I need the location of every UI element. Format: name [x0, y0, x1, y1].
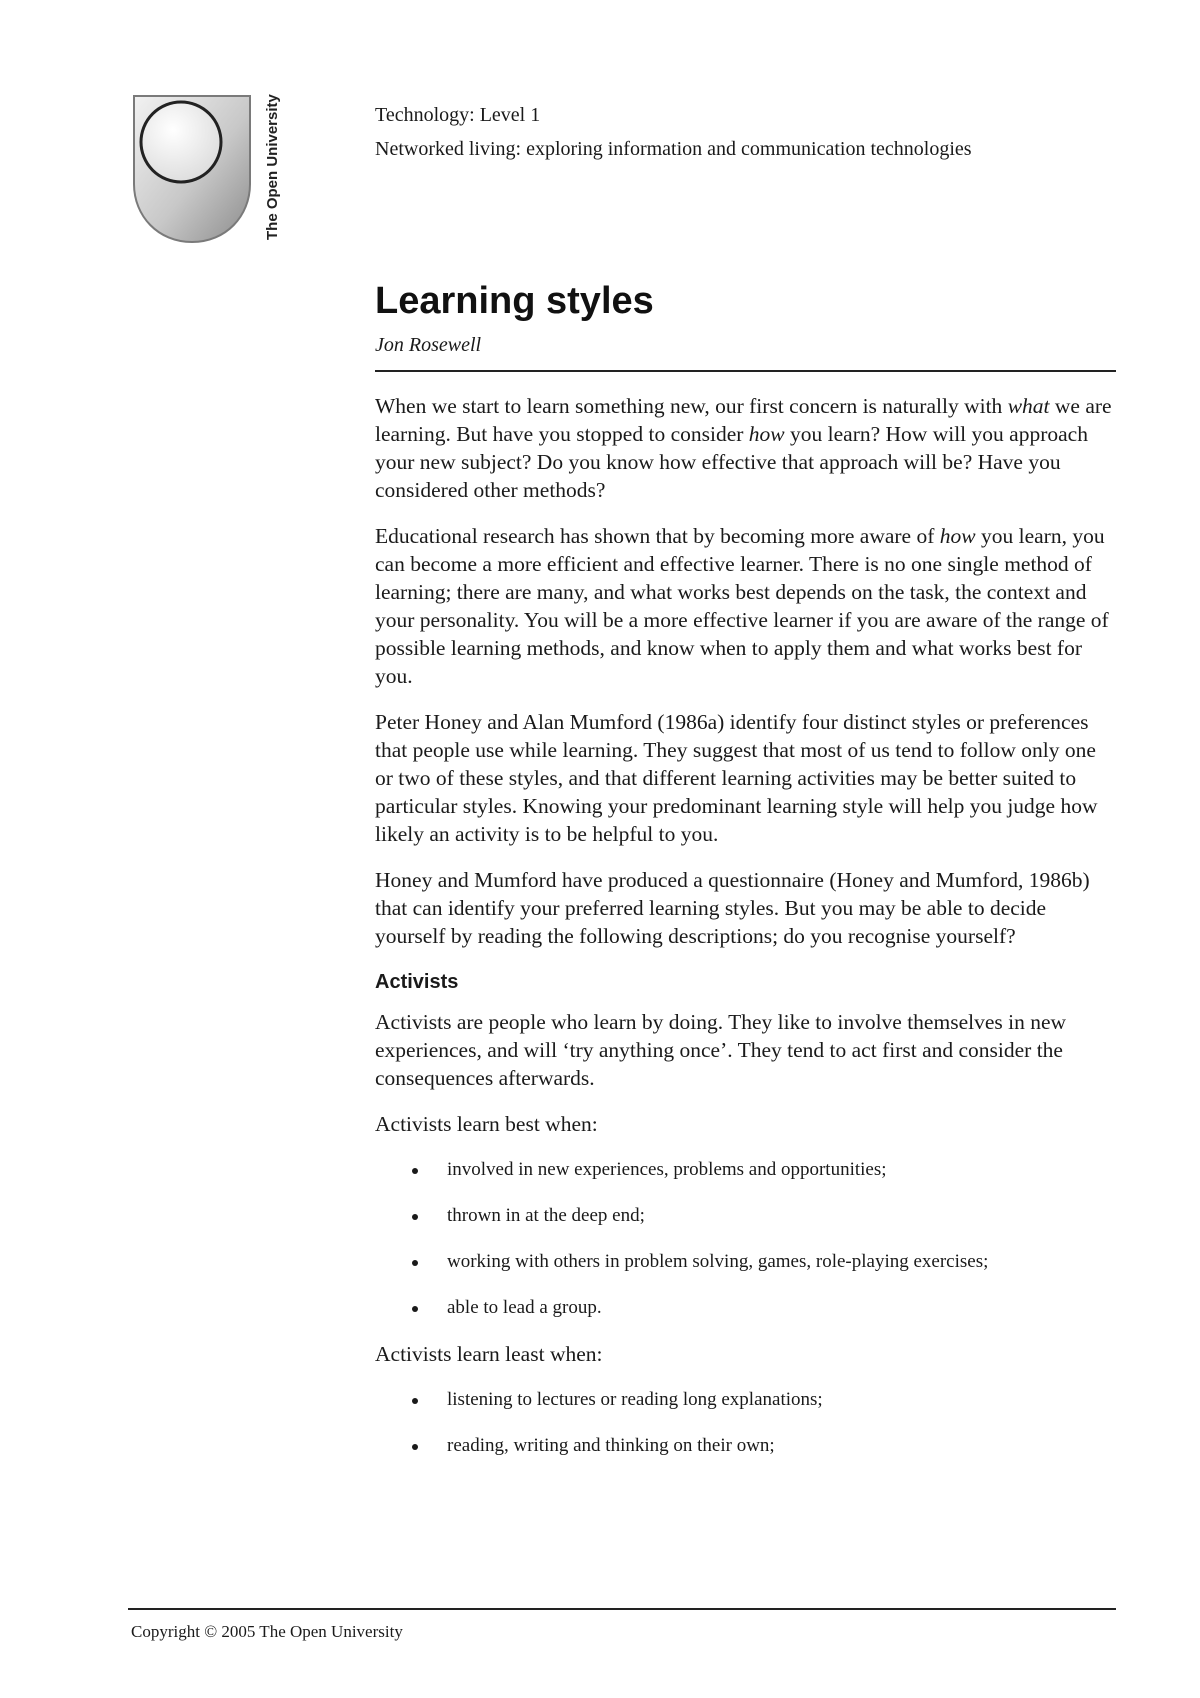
document-body: [375, 392, 1115, 1478]
title-block: [375, 276, 1115, 357]
list-intro: Activists learn least when:: [375, 1342, 603, 1366]
bullet-list: [375, 1386, 1115, 1460]
bullet-icon: [412, 1306, 418, 1312]
paragraph: Educational research has shown that by becoming more aware of how you learn, you can become a more efficient and effective learner. There is no one single method of learning; there are many, and what works best depends on the task, the context and your personality. You will be a more effective learner if you are aware of the range of possible learning methods, and know when to apply them and what works best for you.: [375, 524, 1109, 688]
list-item: reading, writing and thinking on their own;: [375, 1432, 1115, 1460]
list-item: thrown in at the deep end;: [375, 1202, 1115, 1230]
paragraph: Activists are people who learn by doing. They like to involve themselves in new experiences, and will ‘try anything once’. They tend to act first and consider the consequences afterwards.: [375, 1010, 1067, 1090]
list-item: able to lead a group.: [375, 1294, 1115, 1322]
bullet-icon: [412, 1444, 418, 1450]
list-item: listening to lectures or reading long explanations;: [375, 1386, 1115, 1414]
footer-rule: [128, 1608, 1116, 1610]
bullet-icon: [412, 1398, 418, 1404]
bullet-icon: [412, 1260, 418, 1266]
logo-wordmark: The Open University: [264, 94, 281, 240]
bullet-icon: [412, 1168, 418, 1174]
paragraph: Peter Honey and Alan Mumford (1986a) identify four distinct styles or preferences that people use while learning. They suggest that most of us tend to follow only one or two of these styles, and that different learning activities may be better suited to particular styles. Knowing your predominant learning style will help you judge how likely an activity is to be helpful to you.: [375, 710, 1098, 846]
section-heading: Activists: [375, 971, 459, 993]
list-intro: Activists learn best when:: [375, 1112, 598, 1136]
course-level: Technology: Level 1: [375, 104, 541, 126]
author-name: Jon Rosewell: [375, 334, 482, 356]
course-header: [375, 98, 1115, 166]
title-rule: [375, 370, 1116, 372]
list-item: working with others in problem solving, games, role-playing exercises;: [375, 1248, 1115, 1276]
bullet-icon: [412, 1214, 418, 1220]
paragraph: When we start to learn something new, our first concern is naturally with what we are learning. But have you stopped to consider how you learn? How will you approach your new subject? Do you know how effective that approach will be? Have you considered other methods?: [375, 394, 1112, 502]
emphasis: what: [1007, 394, 1050, 418]
paragraph: Honey and Mumford have produced a questionnaire (Honey and Mumford, 1986b) that can identify your preferred learning styles. But you may be able to decide yourself by reading the following descriptions; do you recognise yourself?: [375, 868, 1090, 948]
emphasis: how: [748, 422, 785, 446]
copyright-notice: Copyright © 2005 The Open University: [131, 1622, 403, 1641]
list-item: involved in new experiences, problems and opportunities;: [375, 1156, 1115, 1184]
module-title: Networked living: exploring information and communication technologies: [375, 138, 972, 160]
document-title: Learning styles: [375, 280, 654, 322]
open-university-logo: [128, 92, 318, 252]
emphasis: how: [939, 524, 976, 548]
bullet-list: [375, 1156, 1115, 1322]
